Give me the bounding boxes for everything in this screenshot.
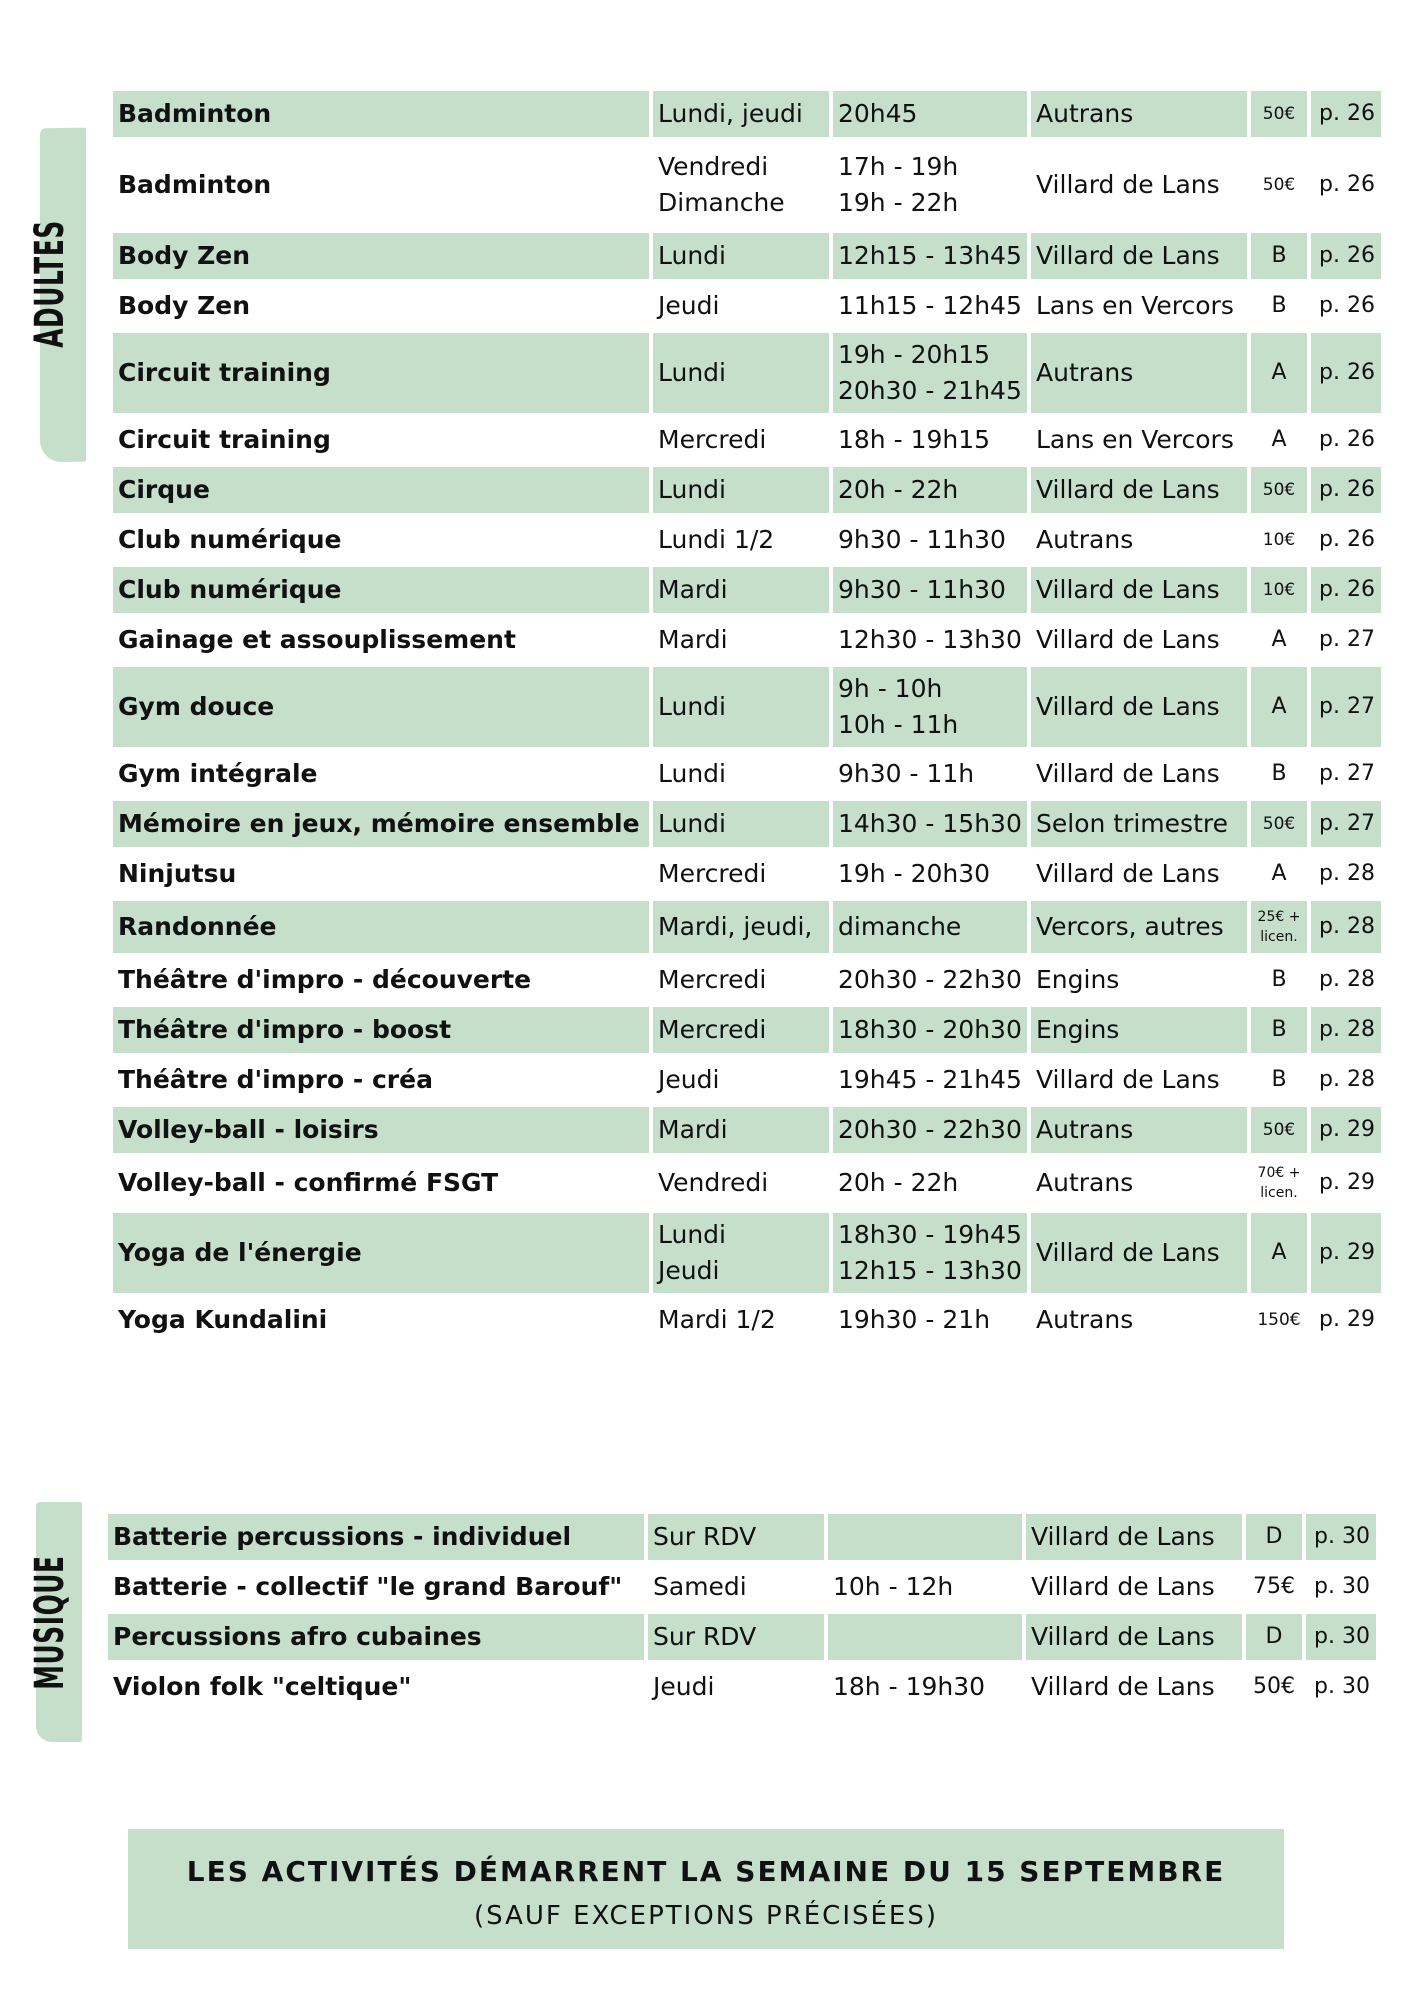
activity-time	[833, 141, 1027, 229]
activity-price: 50€	[1251, 801, 1307, 847]
activity-page-ref: p. 30	[1306, 1614, 1376, 1660]
activity-time	[833, 233, 1027, 279]
activity-day	[653, 1213, 829, 1293]
activity-row	[113, 1213, 1381, 1293]
activity-day	[653, 233, 829, 279]
activity-row	[113, 233, 1381, 279]
activity-time-line: 20h - 22h	[838, 475, 959, 504]
activity-price: D	[1246, 1614, 1302, 1660]
activity-name: Randonnée	[113, 901, 649, 953]
activity-page-ref: p. 28	[1319, 861, 1375, 886]
activity-row	[113, 1157, 1381, 1209]
activity-name: Batterie - collectif "le grand Barouf"	[113, 1572, 623, 1601]
activity-page-ref: p. 29	[1311, 1107, 1381, 1153]
activity-page-ref: p. 26	[1311, 91, 1381, 137]
activity-day	[648, 1564, 824, 1610]
activity-time-line: 19h45 - 21h45	[838, 1065, 1022, 1094]
activity-day-line: Mercredi	[658, 425, 767, 454]
activity-name: Cirque	[113, 467, 649, 513]
activity-day	[653, 91, 829, 137]
activity-time-line: 10h - 11h	[838, 710, 959, 739]
activity-place: Villard de Lans	[1031, 567, 1247, 613]
activity-place: Autrans	[1031, 91, 1247, 137]
activity-page-ref: p. 30	[1306, 1514, 1376, 1560]
activity-time-line: 20h30 - 21h45	[838, 376, 1022, 405]
activity-day-line: Lundi	[658, 1220, 726, 1249]
activity-name: Badminton	[118, 170, 272, 199]
activity-price: 10€	[1251, 567, 1307, 613]
activity-row	[108, 1514, 1381, 1560]
activity-place: Villard de Lans	[1031, 233, 1247, 279]
activity-price: 25€ + licen.	[1251, 901, 1307, 953]
activity-name: Percussions afro cubaines	[108, 1614, 644, 1660]
activity-page-ref: p. 26	[1319, 293, 1375, 318]
activity-price: 10€	[1262, 530, 1296, 550]
activity-price: B	[1251, 1007, 1307, 1053]
activity-page-ref: p. 26	[1319, 527, 1375, 552]
activity-time	[833, 517, 1027, 563]
activity-time	[833, 1297, 1027, 1343]
activity-day	[653, 1057, 829, 1103]
activity-time-line: 18h - 19h30	[833, 1672, 986, 1701]
activity-time	[833, 901, 1027, 953]
activity-price: A	[1251, 333, 1307, 413]
activity-name: Volley-ball - confirmé FSGT	[118, 1168, 499, 1197]
activity-price: 50€	[1251, 91, 1307, 137]
activity-day	[648, 1614, 824, 1660]
activity-row	[113, 141, 1381, 229]
activity-page-ref: p. 28	[1319, 967, 1375, 992]
activity-row	[113, 617, 1381, 663]
activity-day	[653, 283, 829, 329]
activity-price: B	[1271, 761, 1287, 786]
activity-price: 75€	[1253, 1574, 1295, 1599]
activity-day-line: Lundi	[658, 475, 726, 504]
activity-page-ref: p. 26	[1311, 467, 1381, 513]
activity-time	[833, 1007, 1027, 1053]
activity-row	[113, 1107, 1381, 1153]
activity-name: Théâtre d'impro - boost	[113, 1007, 649, 1053]
activity-day	[653, 417, 829, 463]
activity-time	[833, 567, 1027, 613]
activity-day	[653, 957, 829, 1003]
musique-table	[108, 1514, 1381, 1714]
activity-day	[653, 567, 829, 613]
activity-name: Mémoire en jeux, mémoire ensemble	[113, 801, 649, 847]
activity-day-line: Vendredi	[658, 1168, 769, 1197]
activity-page-ref: p. 29	[1311, 1213, 1381, 1293]
activity-name: Body Zen	[113, 233, 649, 279]
start-notice-subtitle: (SAUF EXCEPTIONS PRÉCISÉES)	[473, 1901, 938, 1931]
activity-day-line: Mardi	[658, 625, 728, 654]
activity-time-line: 19h30 - 21h	[838, 1305, 991, 1334]
activity-place: Lans en Vercors	[1036, 291, 1234, 320]
activity-day	[653, 617, 829, 663]
activity-time-line: 17h - 19h	[838, 152, 959, 181]
activity-row	[113, 517, 1381, 563]
activity-day	[653, 667, 829, 747]
activity-day-line: Lundi	[658, 692, 726, 721]
activity-day-line: Sur RDV	[653, 1622, 757, 1651]
activity-name: Violon folk "celtique"	[113, 1672, 412, 1701]
activity-price: B	[1271, 1067, 1287, 1092]
activity-time	[828, 1664, 1022, 1710]
activity-time-line: 9h - 10h	[838, 674, 943, 703]
activity-place: Villard de Lans	[1031, 667, 1247, 747]
activity-day-line: Jeudi	[653, 1672, 715, 1701]
activity-day-line: Mercredi	[658, 965, 767, 994]
activity-time	[828, 1514, 1022, 1560]
activity-time-line: 9h30 - 11h30	[838, 575, 1006, 604]
activity-name: Gainage et assouplissement	[118, 625, 516, 654]
activity-day	[648, 1664, 824, 1710]
activity-row	[113, 417, 1381, 463]
activity-day-line: Sur RDV	[653, 1522, 757, 1551]
activity-day-line: Mardi	[658, 575, 728, 604]
activity-place: Villard de Lans	[1036, 859, 1220, 888]
activity-row	[113, 957, 1381, 1003]
activity-day-line: Lundi	[658, 241, 726, 270]
activity-place: Villard de Lans	[1031, 1213, 1247, 1293]
activity-page-ref: p. 28	[1319, 1067, 1375, 1092]
activity-day-line: Jeudi	[658, 291, 720, 320]
activity-time-line: 19h - 20h30	[838, 859, 991, 888]
activity-day-line: Lundi 1/2	[658, 525, 775, 554]
activity-row	[108, 1614, 1381, 1660]
activity-time-line: 18h - 19h15	[838, 425, 991, 454]
activity-price: 50€	[1251, 1107, 1307, 1153]
activity-time-line: 20h45	[838, 99, 918, 128]
activity-place: Villard de Lans	[1036, 1065, 1220, 1094]
activity-name: Gym douce	[113, 667, 649, 747]
activity-time	[833, 1107, 1027, 1153]
activity-place: Vercors, autres	[1031, 901, 1247, 953]
activity-day-line: Mardi 1/2	[658, 1305, 776, 1334]
activity-place: Villard de Lans	[1026, 1614, 1242, 1660]
activity-place: Lans en Vercors	[1036, 425, 1234, 454]
activity-page-ref: p. 27	[1311, 667, 1381, 747]
activity-day	[648, 1514, 824, 1560]
activity-time	[833, 801, 1027, 847]
activity-page-ref: p. 27	[1319, 627, 1375, 652]
activity-time	[833, 1057, 1027, 1103]
activity-row	[113, 467, 1381, 513]
activity-row	[108, 1564, 1381, 1610]
activity-page-ref: p. 27	[1311, 801, 1381, 847]
activity-row	[113, 91, 1381, 137]
activity-name: Gym intégrale	[118, 759, 318, 788]
activity-time-line: 20h30 - 22h30	[838, 965, 1022, 994]
activity-price: B	[1271, 293, 1287, 318]
activity-day-line: Samedi	[653, 1572, 747, 1601]
activity-page-ref: p. 29	[1319, 1170, 1375, 1195]
activity-day-line: Dimanche	[658, 188, 785, 217]
activity-time	[828, 1564, 1022, 1610]
activity-day	[653, 141, 829, 229]
activity-day	[653, 467, 829, 513]
activity-time-line: dimanche	[838, 912, 962, 941]
activity-day	[653, 851, 829, 897]
activity-place: Selon trimestre	[1031, 801, 1247, 847]
activity-name: Club numérique	[113, 567, 649, 613]
activity-day	[653, 517, 829, 563]
activity-time-line: 19h - 20h15	[838, 340, 991, 369]
activity-time-line: 12h15 - 13h45	[838, 241, 1022, 270]
activity-price: 70€ + licen.	[1257, 1165, 1301, 1201]
activity-place: Villard de Lans	[1036, 759, 1220, 788]
activity-day	[653, 801, 829, 847]
activity-day-line: Jeudi	[658, 1256, 720, 1285]
activity-day-line: Mardi, jeudi,	[658, 912, 813, 941]
activity-price: A	[1271, 861, 1287, 886]
activity-day	[653, 751, 829, 797]
activity-page-ref: p. 26	[1319, 172, 1375, 197]
activity-time-line: 18h30 - 19h45	[838, 1220, 1022, 1249]
activity-day	[653, 1297, 829, 1343]
activity-price: B	[1251, 233, 1307, 279]
activity-place: Villard de Lans	[1031, 1572, 1215, 1601]
activity-name: Circuit training	[113, 333, 649, 413]
activity-place: Autrans	[1031, 1107, 1247, 1153]
activity-time	[833, 283, 1027, 329]
activity-price: 50€	[1262, 175, 1296, 195]
activity-name: Circuit training	[118, 425, 331, 454]
section-label-musique: MUSIQUE	[27, 1555, 73, 1690]
section-label-adultes: ADULTES	[27, 220, 73, 348]
activity-place: Autrans	[1036, 1168, 1134, 1197]
activity-row	[108, 1664, 1381, 1710]
activity-page-ref: p. 26	[1311, 567, 1381, 613]
activity-name: Yoga de l'énergie	[113, 1213, 649, 1293]
activity-row	[113, 333, 1381, 413]
activity-time	[833, 851, 1027, 897]
activity-time-line: 9h30 - 11h	[838, 759, 975, 788]
activity-place: Autrans	[1031, 333, 1247, 413]
activity-day	[653, 333, 829, 413]
activity-row	[113, 1007, 1381, 1053]
activity-page-ref: p. 26	[1311, 333, 1381, 413]
activity-row	[113, 567, 1381, 613]
activity-price: A	[1271, 627, 1287, 652]
activity-price: 50€	[1251, 467, 1307, 513]
activity-place: Villard de Lans	[1036, 170, 1220, 199]
activity-time	[833, 467, 1027, 513]
activity-day-line: Lundi	[658, 358, 726, 387]
activity-day-line: Lundi, jeudi	[658, 99, 803, 128]
activity-page-ref: p. 28	[1311, 901, 1381, 953]
activity-place: Villard de Lans	[1031, 467, 1247, 513]
activity-price: A	[1271, 427, 1287, 452]
activity-time	[833, 333, 1027, 413]
activity-name: Badminton	[113, 91, 649, 137]
activity-time-line: 14h30 - 15h30	[838, 809, 1022, 838]
activity-price: B	[1271, 967, 1287, 992]
activity-time	[833, 751, 1027, 797]
activity-price: 150€	[1257, 1310, 1301, 1330]
activity-time-line: 12h30 - 13h30	[838, 625, 1022, 654]
activity-time	[833, 957, 1027, 1003]
activity-name: Volley-ball - loisirs	[113, 1107, 649, 1153]
activity-page-ref: p. 26	[1319, 427, 1375, 452]
activity-time	[833, 417, 1027, 463]
activity-row	[113, 801, 1381, 847]
activity-name: Théâtre d'impro - créa	[118, 1065, 433, 1094]
activity-name: Body Zen	[118, 291, 251, 320]
activity-time-line: 9h30 - 11h30	[838, 525, 1006, 554]
activity-time-line: 20h30 - 22h30	[838, 1115, 1022, 1144]
activity-row	[113, 851, 1381, 897]
activity-page-ref: p. 26	[1311, 233, 1381, 279]
start-notice-title: LES ACTIVITÉS DÉMARRENT LA SEMAINE DU 15 SEPTEMBRE	[186, 1855, 1226, 1888]
activity-day	[653, 901, 829, 953]
activity-time-line: 18h30 - 20h30	[838, 1015, 1022, 1044]
activity-day-line: Mercredi	[658, 859, 767, 888]
activity-time	[828, 1614, 1022, 1660]
activity-day-line: Mardi	[658, 1115, 728, 1144]
adultes-table	[113, 91, 1381, 1347]
activity-place: Villard de Lans	[1036, 625, 1220, 654]
activity-row	[113, 1297, 1381, 1343]
activity-page-ref: p. 27	[1319, 761, 1375, 786]
activity-name: Yoga Kundalini	[118, 1305, 328, 1334]
activity-page-ref: p. 29	[1319, 1307, 1375, 1332]
activity-page-ref: p. 28	[1311, 1007, 1381, 1053]
activity-day-line: Mercredi	[658, 1015, 767, 1044]
activity-name: Club numérique	[118, 525, 342, 554]
activity-day	[653, 1157, 829, 1209]
activity-time-line: 11h15 - 12h45	[838, 291, 1022, 320]
activity-time-line: 10h - 12h	[833, 1572, 954, 1601]
activity-row	[113, 1057, 1381, 1103]
activity-row	[113, 751, 1381, 797]
activity-price: 50€	[1253, 1674, 1295, 1699]
activity-name: Théâtre d'impro - découverte	[118, 965, 532, 994]
activity-time-line: 19h - 22h	[838, 188, 959, 217]
activity-day-line: Lundi	[658, 809, 726, 838]
start-notice-banner	[128, 1829, 1284, 1949]
activity-time	[833, 1213, 1027, 1293]
activity-page-ref: p. 30	[1314, 1574, 1370, 1599]
activity-day	[653, 1107, 829, 1153]
activity-place: Engins	[1036, 965, 1120, 994]
activity-day-line: Jeudi	[658, 1065, 720, 1094]
activity-time-line: 20h - 22h	[838, 1168, 959, 1197]
activity-name: Ninjutsu	[118, 859, 237, 888]
activity-place: Autrans	[1036, 525, 1134, 554]
activity-place: Engins	[1031, 1007, 1247, 1053]
activity-page-ref: p. 30	[1314, 1674, 1370, 1699]
activity-name: Batterie percussions - individuel	[108, 1514, 644, 1560]
activity-day	[653, 1007, 829, 1053]
activity-day-line: Vendredi	[658, 152, 769, 181]
activity-place: Villard de Lans	[1026, 1514, 1242, 1560]
activity-place: Villard de Lans	[1031, 1672, 1215, 1701]
activity-price: A	[1251, 667, 1307, 747]
activity-time	[833, 667, 1027, 747]
activity-day-line: Lundi	[658, 759, 726, 788]
activity-time	[833, 91, 1027, 137]
activity-price: A	[1251, 1213, 1307, 1293]
activity-time-line: 12h15 - 13h30	[838, 1256, 1022, 1285]
activity-place: Autrans	[1036, 1305, 1134, 1334]
activity-price: D	[1246, 1514, 1302, 1560]
activity-row	[113, 667, 1381, 747]
activity-row	[113, 901, 1381, 953]
activity-row	[113, 283, 1381, 329]
activity-time	[833, 1157, 1027, 1209]
activity-time	[833, 617, 1027, 663]
